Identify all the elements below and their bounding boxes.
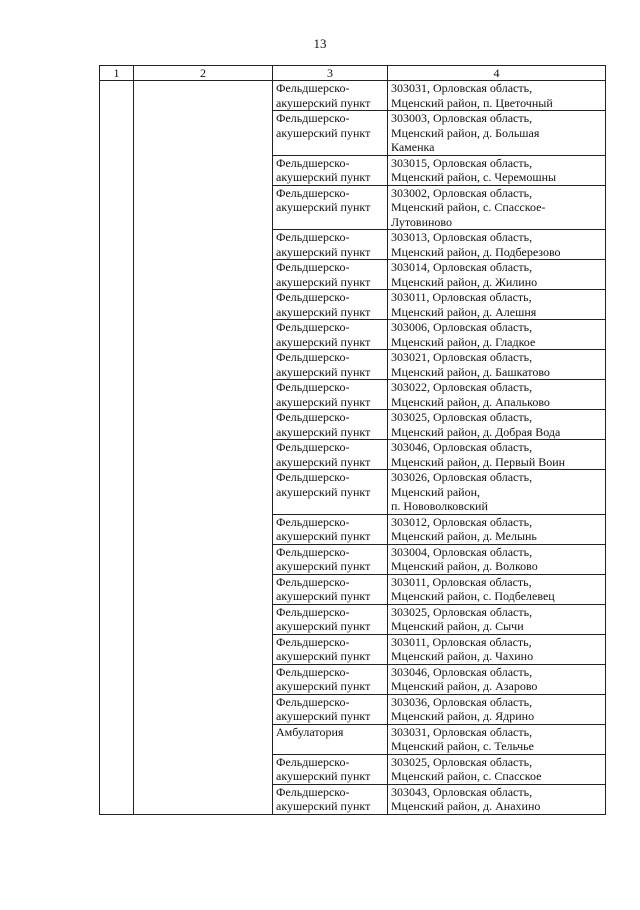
address-line: 303046, Орловская область,	[391, 440, 533, 454]
address-cell	[388, 410, 606, 440]
address-line: Мценский район, с. Спасское-	[391, 200, 546, 214]
address-line: 303025, Орловская область,	[391, 754, 533, 769]
address-cell	[388, 81, 606, 111]
facility-type-line: Фельдшерско-	[276, 260, 350, 274]
empty-cell-col2	[134, 81, 273, 815]
address-line: 303002, Орловская область,	[391, 185, 533, 200]
facility-type-line: Фельдшерско-	[276, 350, 350, 364]
address-line: Мценский район, д. Подберезово	[391, 244, 561, 259]
address-line: Мценский район, д. Анахино	[391, 799, 541, 813]
facility-type-line: Фельдшерско-	[276, 664, 350, 679]
address-cell	[388, 514, 606, 544]
address-line: 303021, Орловская область,	[391, 350, 533, 364]
facility-type-cell	[273, 320, 388, 350]
address-cell	[388, 185, 606, 230]
facility-type-line: акушерский пункт	[276, 424, 371, 439]
facility-type-line: акушерский пункт	[276, 334, 371, 349]
column-header-3: 3	[273, 66, 388, 81]
facility-type-cell	[273, 185, 388, 230]
address-cell	[388, 574, 606, 604]
facility-type-line: акушерский пункт	[276, 799, 371, 813]
facility-type-line: акушерский пункт	[276, 709, 371, 723]
page-number: 13	[313, 36, 327, 51]
address-cell	[388, 155, 606, 185]
facility-type-cell	[273, 724, 388, 754]
facility-type-cell	[273, 470, 388, 515]
facility-type-line: Фельдшерско-	[276, 230, 350, 244]
facility-type-line: акушерский пункт	[276, 589, 371, 603]
facility-type-line: Фельдшерско-	[276, 440, 350, 454]
address-cell	[388, 634, 606, 664]
address-line: 303006, Орловская область,	[391, 320, 533, 334]
address-line: 303011, Орловская область,	[391, 574, 532, 589]
facility-type-line: акушерский пункт	[276, 484, 371, 499]
facility-type-line: Фельдшерско-	[276, 155, 350, 170]
facility-type-line: Фельдшерско-	[276, 111, 350, 125]
facility-type-line: акушерский пункт	[276, 529, 371, 543]
facility-type-line: Фельдшерско-	[276, 320, 350, 334]
facility-type-line: акушерский пункт	[276, 559, 371, 573]
facility-type-cell	[273, 260, 388, 290]
address-line: Лутовиново	[391, 214, 453, 229]
address-cell	[388, 784, 606, 814]
address-line: 303022, Орловская область,	[391, 380, 533, 394]
address-cell	[388, 320, 606, 350]
facility-type-line: Фельдшерско-	[276, 290, 350, 304]
facility-type-line: Фельдшерско-	[276, 470, 350, 484]
facility-type-line: Фельдшерско-	[276, 694, 350, 709]
address-cell	[388, 754, 606, 784]
facility-type-cell	[273, 544, 388, 574]
address-line: 303031, Орловская область,	[391, 81, 533, 95]
address-line: 303013, Орловская область,	[391, 230, 533, 244]
column-header-1: 1	[100, 66, 134, 81]
address-line: Мценский район, п. Цветочный	[391, 95, 553, 110]
facility-type-line: Амбулатория	[276, 724, 344, 739]
address-line: Мценский район, д. Азарово	[391, 679, 538, 693]
address-line: 303031, Орловская область,	[391, 724, 533, 739]
address-line: 303015, Орловская область,	[391, 155, 533, 170]
address-line: Мценский район, с. Подбелевец	[391, 589, 555, 603]
facility-type-line: Фельдшерско-	[276, 634, 350, 649]
facility-type-line: акушерский пункт	[276, 394, 371, 409]
address-line: Мценский район, д. Первый Воин	[391, 454, 566, 469]
address-cell	[388, 664, 606, 694]
address-line: Мценский район, д. Волково	[391, 559, 538, 573]
facility-type-line: акушерский пункт	[276, 454, 371, 469]
facility-type-line: акушерский пункт	[276, 649, 371, 663]
facility-type-cell	[273, 230, 388, 260]
facility-type-line: Фельдшерско-	[276, 604, 350, 619]
address-line: 303003, Орловская область,	[391, 111, 533, 125]
facility-type-cell	[273, 290, 388, 320]
table-body	[100, 81, 606, 815]
facility-type-line: акушерский пункт	[276, 619, 371, 633]
address-line: Мценский район, д. Апальково	[391, 394, 550, 409]
facility-type-line: Фельдшерско-	[276, 410, 350, 424]
address-line: Мценский район,	[391, 484, 481, 499]
facility-type-cell	[273, 380, 388, 410]
table-header-row	[100, 66, 606, 81]
facility-type-cell	[273, 784, 388, 814]
facility-type-line: акушерский пункт	[276, 244, 371, 259]
address-line: Мценский район, д. Алешня	[391, 304, 537, 319]
facility-type-line: Фельдшерско-	[276, 185, 350, 200]
address-cell	[388, 694, 606, 724]
address-line: Мценский район, с. Тельчье	[391, 739, 534, 753]
facility-type-line: акушерский пункт	[276, 170, 371, 184]
address-cell	[388, 724, 606, 754]
address-cell	[388, 380, 606, 410]
address-cell	[388, 440, 606, 470]
facility-type-cell	[273, 694, 388, 724]
address-line: 303036, Орловская область,	[391, 694, 533, 709]
address-line: Мценский район, с. Спасское	[391, 769, 542, 783]
facility-type-cell	[273, 514, 388, 544]
facility-type-line: акушерский пункт	[276, 769, 371, 783]
address-line: Каменка	[391, 140, 435, 154]
column-header-4: 4	[388, 66, 606, 81]
facility-type-cell	[273, 350, 388, 380]
address-cell	[388, 604, 606, 634]
address-line: 303011, Орловская область,	[391, 634, 532, 649]
facility-type-cell	[273, 574, 388, 604]
address-line: 303011, Орловская область,	[391, 290, 532, 304]
address-line: Мценский район, д. Башкатово	[391, 364, 550, 379]
facility-type-cell	[273, 111, 388, 156]
address-line: Мценский район, д. Ядрино	[391, 709, 535, 723]
facility-type-line: Фельдшерско-	[276, 784, 350, 799]
facility-type-line: акушерский пункт	[276, 95, 371, 110]
address-line: Мценский район, д. Большая	[391, 125, 540, 140]
address-line: 303012, Орловская область,	[391, 514, 533, 529]
address-line: 303025, Орловская область,	[391, 410, 533, 424]
address-line: 303026, Орловская область,	[391, 470, 533, 484]
address-cell	[388, 111, 606, 156]
facility-type-cell	[273, 754, 388, 784]
address-cell	[388, 230, 606, 260]
address-line: п. Нововолковский	[391, 499, 488, 513]
facility-type-line: Фельдшерско-	[276, 380, 350, 394]
address-line: Мценский район, д. Мелынь	[391, 529, 537, 543]
facility-type-line: акушерский пункт	[276, 274, 371, 289]
facility-type-line: Фельдшерско-	[276, 754, 350, 769]
address-line: 303004, Орловская область,	[391, 544, 533, 559]
facility-type-cell	[273, 440, 388, 470]
address-cell	[388, 544, 606, 574]
address-line: Мценский район, д. Жилино	[391, 274, 538, 289]
facility-type-line: Фельдшерско-	[276, 514, 350, 529]
address-cell	[388, 290, 606, 320]
facility-type-line: акушерский пункт	[276, 679, 371, 693]
address-line: Мценский район, с. Черемошны	[391, 170, 557, 184]
address-cell	[388, 470, 606, 515]
facility-type-line: акушерский пункт	[276, 125, 371, 140]
facility-type-cell	[273, 410, 388, 440]
column-header-2: 2	[134, 66, 273, 81]
address-line: 303043, Орловская область,	[391, 784, 533, 799]
facility-type-cell	[273, 604, 388, 634]
facility-type-cell	[273, 664, 388, 694]
address-line: 303046, Орловская область,	[391, 664, 533, 679]
address-line: Мценский район, д. Чахино	[391, 649, 534, 663]
table-row	[100, 81, 606, 111]
facilities-table	[99, 65, 606, 815]
facility-type-cell	[273, 634, 388, 664]
facility-type-cell	[273, 155, 388, 185]
address-line: Мценский район, д. Добрая Вода	[391, 424, 561, 439]
facility-type-line: акушерский пункт	[276, 304, 371, 319]
facility-type-cell	[273, 81, 388, 111]
address-line: 303014, Орловская область,	[391, 260, 533, 274]
facility-type-line: Фельдшерско-	[276, 574, 350, 589]
address-cell	[388, 350, 606, 380]
empty-cell-col1	[100, 81, 134, 815]
facility-type-line: акушерский пункт	[276, 364, 371, 379]
facility-type-line: Фельдшерско-	[276, 544, 350, 559]
address-line: 303025, Орловская область,	[391, 604, 533, 619]
address-cell	[388, 260, 606, 290]
facility-type-line: акушерский пункт	[276, 200, 371, 214]
address-line: Мценский район, д. Гладкое	[391, 334, 536, 349]
facility-type-line: Фельдшерско-	[276, 81, 350, 95]
address-line: Мценский район, д. Сычи	[391, 619, 524, 633]
